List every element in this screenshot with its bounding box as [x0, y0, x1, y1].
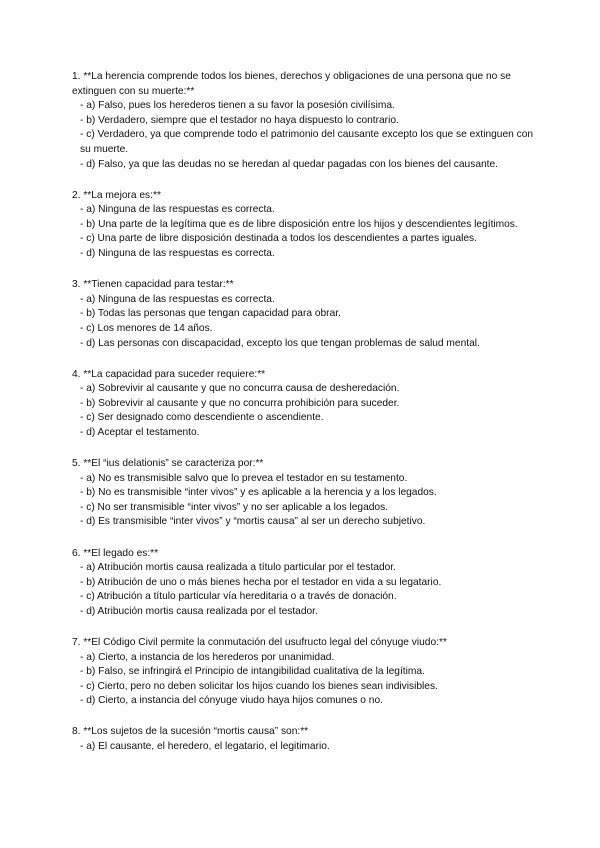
- answer-option: - c) Una parte de libre disposición destinada a todos los descendientes a partes iguales.: [80, 233, 477, 245]
- answer-option: - b) Sobrevivir al causante y que no concurra prohibición para suceder.: [80, 397, 400, 409]
- question-5: [72, 457, 540, 530]
- question-title: 2. **La mejora es:**: [72, 189, 161, 201]
- question-title: 7. **El Código Civil permite la conmutación del usufructo legal del cónyuge viudo:**: [72, 637, 447, 648]
- question-title: 6. **El legado es:**: [72, 547, 159, 559]
- answer-option: - d) Aceptar el testamento.: [80, 426, 200, 438]
- answer-option: - c) Atribución a título particular vía hereditaria o a través de donación.: [80, 591, 397, 603]
- answer-option: - b) No es transmisible “inter vivos” y es aplicable a la herencia y a los legados.: [80, 487, 437, 499]
- answer-option: - c) No ser transmisible “inter vivos” y no ser aplicable a los legados.: [80, 501, 389, 513]
- answer-option: - b) Una parte de la legítima que es de libre disposición entre los hijos y descendientes legítimos.: [80, 218, 518, 230]
- answer-option: - a) El causante, el heredero, el legatario, el legitimario.: [80, 741, 330, 753]
- question-title: 4. **La capacidad para suceder requiere:**: [72, 368, 266, 380]
- answer-option: - b) Atribución de uno o más bienes hecha por el testador en vida a su legatario.: [80, 576, 442, 588]
- answer-option: - b) Todas las personas que tengan capacidad para obrar.: [80, 308, 341, 320]
- answer-option: - c) Verdadero, ya que comprende todo el patrimonio del causante excepto los que se extinguen con su muerte.: [80, 129, 534, 155]
- answer-option: - d) Las personas con discapacidad, excepto los que tengan problemas de salud mental.: [80, 337, 480, 349]
- question-8: [72, 725, 540, 754]
- question-6: [72, 547, 540, 620]
- answer-option: - a) Ninguna de las respuestas es correcta.: [80, 204, 275, 216]
- answer-option: - a) Ninguna de las respuestas es correcta.: [80, 293, 275, 305]
- question-title: 8. **Los sujetos de la sucesión “mortis causa” son:**: [72, 726, 309, 738]
- answer-option: - d) Atribución mortis causa realizada por el testador.: [80, 605, 318, 617]
- answer-option: - a) Sobrevivir al causante y que no concurra causa de desheredación.: [80, 383, 400, 395]
- answer-option: - c) Ser designado como descendiente o ascendiente.: [80, 412, 324, 424]
- answer-option: - a) Atribución mortis causa realizada a título particular por el testador.: [80, 562, 396, 574]
- answer-option: - c) Cierto, pero no deben solicitar los hijos cuando los bienes sean indivisibles.: [80, 680, 438, 692]
- answer-option: - b) Verdadero, siempre que el testador no haya dispuesto lo contrario.: [80, 114, 399, 126]
- answer-option: - d) Es transmisible “inter vivos” y “mortis causa” al ser un derecho subjetivo.: [80, 516, 426, 528]
- answer-option: - d) Cierto, a instancia del cónyuge viudo haya hijos comunes o no.: [80, 695, 383, 707]
- question-title: 3. **Tienen capacidad para testar:**: [72, 279, 234, 291]
- question-title: 1. **La herencia comprende todos los bienes, derechos y obligaciones de una persona que no se extinguen con su muerte:**: [72, 71, 511, 97]
- answer-option: - c) Los menores de 14 años.: [80, 322, 213, 334]
- answer-option: - d) Falso, ya que las deudas no se heredan al quedar pagadas con los bienes del causante.: [80, 158, 498, 170]
- question-title: 5. **El “ius delationis” se caracteriza por:**: [72, 458, 264, 470]
- question-2: [72, 189, 540, 262]
- question-3: [72, 278, 540, 351]
- question-4: [72, 368, 540, 441]
- answer-option: - a) Cierto, a instancia de los herederos por unanimidad.: [80, 651, 335, 663]
- answer-option: - d) Ninguna de las respuestas es correcta.: [80, 248, 275, 260]
- answer-option: - a) Falso, pues los herederos tienen a su favor la posesión civilísima.: [80, 100, 395, 112]
- question-1: [72, 70, 540, 172]
- answer-option: - a) No es transmisible salvo que lo prevea el testador en su testamento.: [80, 472, 408, 484]
- question-7: [72, 636, 540, 709]
- answer-option: - b) Falso, se infringirá el Principio de intangibilidad cualitativa de la legítima.: [80, 666, 425, 678]
